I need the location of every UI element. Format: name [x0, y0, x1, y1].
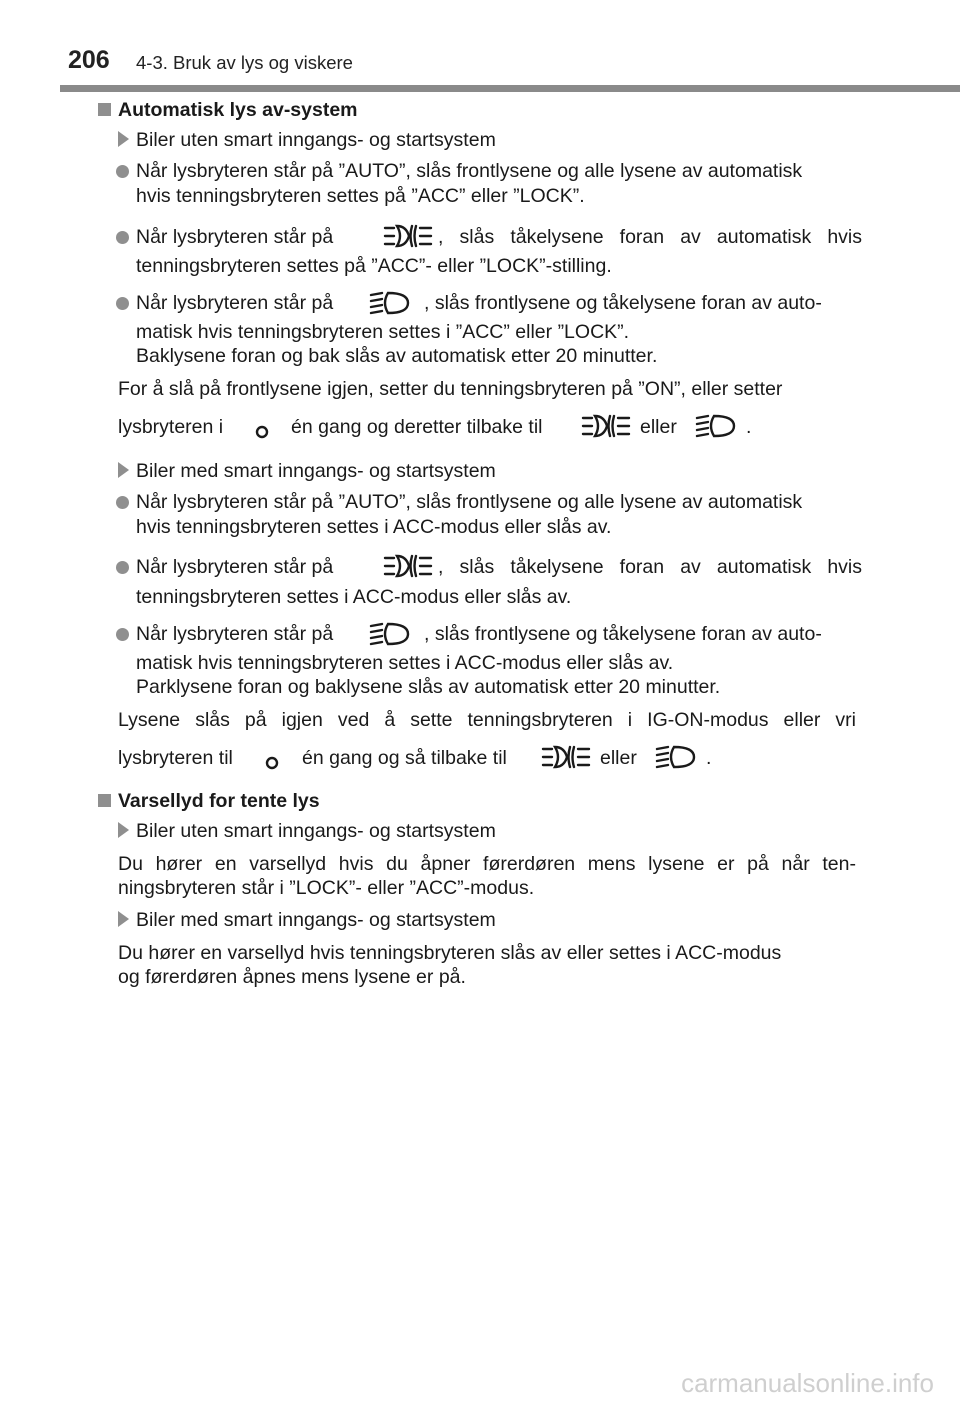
paragraph-text: Lysene slås på igjen ved å sette tenningsbryteren i IG-ON-modus eller vri [118, 709, 856, 731]
section-marker [98, 103, 111, 116]
paragraph-text: . [746, 416, 752, 438]
bullet-text: tenningsbryteren settes på ”ACC”- eller ”LOCK”-stilling. [136, 255, 612, 277]
headlight-icon [694, 412, 740, 440]
light-switch-off-icon [264, 751, 280, 771]
section-marker [98, 794, 111, 807]
paragraph-text: Du hører en varsellyd hvis tenningsbryteren slås av eller settes i ACC-modus [118, 942, 782, 964]
page-number: 206 [68, 46, 110, 74]
subsection-smart: Biler med smart inngangs- og startsystem [136, 909, 496, 931]
front-fog-light-icon [382, 552, 434, 580]
paragraph-text: Du hører en varsellyd hvis du åpner førerdøren mens lysene er på når ten- [118, 853, 856, 875]
bullet-text: Når lysbryteren står på [136, 292, 334, 314]
headlight-icon [368, 289, 414, 317]
page-header [0, 38, 960, 86]
subsection-no-smart: Biler uten smart inngangs- og startsystem [136, 129, 496, 151]
header-rule [60, 85, 960, 92]
section-heading-auto-off: Automatisk lys av-system [118, 99, 358, 121]
paragraph-text: og førerdøren åpnes mens lysene er på. [118, 966, 466, 988]
footer-watermark: carmanualsonline.info [681, 1368, 934, 1398]
paragraph-text: én gang og så tilbake til [302, 747, 507, 769]
subsection-no-smart: Biler uten smart inngangs- og startsystem [136, 820, 496, 842]
bullet-text: , slås tåkelysene foran av automatisk hvis [438, 556, 862, 578]
bullet-text: Når lysbryteren står på [136, 623, 334, 645]
bullet-text: Når lysbryteren står på ”AUTO”, slås frontlysene og alle lysene av automatisk [136, 491, 803, 513]
subsection-smart: Biler med smart inngangs- og startsystem [136, 460, 496, 482]
paragraph-text: lysbryteren til [118, 747, 233, 769]
bullet-dot [116, 165, 129, 178]
front-fog-light-icon [540, 743, 592, 771]
bullet-text: Parklysene foran og baklysene slås av automatisk etter 20 minutter. [136, 676, 721, 698]
bullet-text: , slås frontlysene og tåkelysene foran av auto- [424, 292, 822, 314]
headlight-icon [368, 620, 414, 648]
subsection-arrow [118, 822, 129, 838]
paragraph-text: eller [640, 416, 677, 438]
subsection-arrow [118, 911, 129, 927]
bullet-dot [116, 628, 129, 641]
bullet-text: Baklysene foran og bak slås av automatisk etter 20 minutter. [136, 345, 658, 367]
bullet-text: hvis tenningsbryteren settes på ”ACC” eller ”LOCK”. [136, 185, 585, 207]
bullet-dot [116, 561, 129, 574]
front-fog-light-icon [382, 222, 434, 250]
light-switch-off-icon [254, 420, 270, 440]
bullet-text: matisk hvis tenningsbryteren settes i ”ACC” eller ”LOCK”. [136, 321, 630, 343]
subsection-arrow [118, 462, 129, 478]
paragraph-text: . [706, 747, 712, 769]
paragraph-text: For å slå på frontlysene igjen, setter du tenningsbryteren på ”ON”, eller setter [118, 378, 783, 400]
bullet-text: , slås frontlysene og tåkelysene foran av auto- [424, 623, 822, 645]
paragraph-text: ningsbryteren står i ”LOCK”- eller ”ACC”-modus. [118, 877, 535, 899]
bullet-text: Når lysbryteren står på ”AUTO”, slås frontlysene og alle lysene av automatisk [136, 160, 803, 182]
bullet-text: Når lysbryteren står på [136, 226, 334, 248]
paragraph-text: eller [600, 747, 637, 769]
bullet-text: tenningsbryteren settes i ACC-modus eller slås av. [136, 586, 572, 608]
bullet-text: Når lysbryteren står på [136, 556, 334, 578]
bullet-dot [116, 231, 129, 244]
bullet-dot [116, 297, 129, 310]
front-fog-light-icon [580, 412, 632, 440]
chapter-title: 4-3. Bruk av lys og viskere [136, 52, 353, 73]
bullet-dot [116, 496, 129, 509]
subsection-arrow [118, 131, 129, 147]
bullet-text: , slås tåkelysene foran av automatisk hvis [438, 226, 862, 248]
paragraph-text: én gang og deretter tilbake til [291, 416, 543, 438]
paragraph-text: lysbryteren i [118, 416, 224, 438]
section-heading-warning: Varsellyd for tente lys [118, 790, 320, 812]
bullet-text: matisk hvis tenningsbryteren settes i ACC-modus eller slås av. [136, 652, 674, 674]
headlight-icon [654, 743, 700, 771]
bullet-text: hvis tenningsbryteren settes i ACC-modus eller slås av. [136, 516, 612, 538]
